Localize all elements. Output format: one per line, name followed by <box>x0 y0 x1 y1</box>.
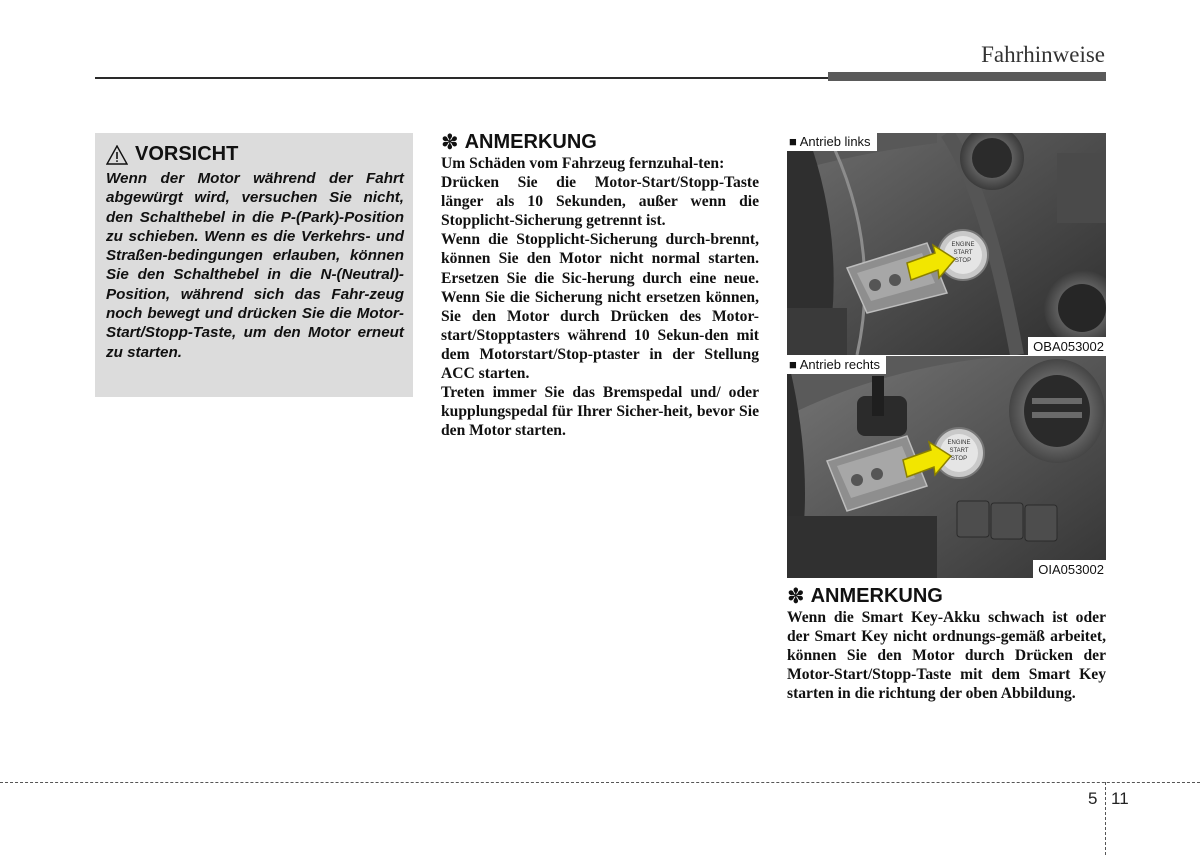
engine-button-text: STOP <box>950 456 968 462</box>
note-middle-header <box>441 130 759 154</box>
page-number: 11 <box>1111 789 1129 808</box>
figure-code: OBA053002 <box>1028 337 1106 355</box>
note-paragraph: Wenn die Stopplicht-Sicherung durch-brennt, können Sie den Motor nicht normal starten. Ersetzen Sie die Sic-herung durch eine neue. Wenn Sie die Sicherung nicht ersetzen können, Sie den Motor durch Drücken des Motor-start/Stopptasters während 10 Sekun-den mit dem Motorstart/Stop-ptaster in der Stellung ACC starten. <box>441 231 759 383</box>
caution-box <box>95 133 413 397</box>
figure-label: ■ Antrieb rechts <box>787 356 886 374</box>
note-paragraph: Um Schäden vom Fahrzeug fernzuhal-ten: <box>441 155 725 172</box>
note-paragraph: Treten immer Sie das Bremspedal und/ oder kupplungspedal für Ihrer Sicher-heit, bevor Sie den Motor starten. <box>441 384 759 440</box>
footer-rule <box>0 782 1200 783</box>
note-right-header <box>787 584 1106 608</box>
engine-button-text: ENGINE <box>947 440 971 446</box>
figure-left-drive <box>787 133 1106 355</box>
figure-code: OIA053002 <box>1033 560 1106 578</box>
caution-header <box>106 143 404 166</box>
note-middle <box>441 130 759 440</box>
figure-label: ■ Antrieb links <box>787 133 877 151</box>
engine-button-text: START <box>953 250 973 256</box>
warning-triangle-icon <box>106 145 128 165</box>
figure-right-drive <box>787 356 1106 578</box>
caution-text: Wenn der Motor während der Fahrt abgewürgt wird, versuchen Sie nicht, den Schalthebel in die P-(Park)-Position zu schieben. Wenn es die Verkehrs- und Straßen-bedingungen erlauben, können Sie den Schalthebel in die N-(Neutral)-Position, während sich das Fahr-zeug noch bewegt und drücken Sie die Motor-Start/Stopp-Taste, um den Motor erneut zu starten. <box>106 170 404 361</box>
engine-button-text: ENGINE <box>951 242 975 248</box>
header-bar <box>828 72 1106 81</box>
note-paragraph: Drücken Sie die Motor-Start/Stopp-Taste länger als 10 Sekunden, außer wenn die Stopplicht-Sicherung getrennt ist. <box>441 174 759 230</box>
note-middle-title: ANMERKUNG <box>464 130 597 153</box>
dashboard-illustration <box>787 133 1106 355</box>
note-right-title: ANMERKUNG <box>810 584 943 607</box>
asterisk-icon: ✽ <box>441 130 459 154</box>
header-rule <box>95 77 828 79</box>
engine-button-text: START <box>949 448 969 454</box>
footer-divider <box>1105 782 1106 855</box>
note-middle-body <box>441 154 759 440</box>
chapter-number: 5 <box>1088 789 1098 808</box>
asterisk-icon: ✽ <box>787 584 805 608</box>
note-right <box>787 584 1106 703</box>
note-right-text: Wenn die Smart Key-Akku schwach ist oder der Smart Key nicht ordnungs-gemäß arbeitet, können Sie den Motor durch Drücken der Motor-Start/Stopp-Taste mit dem Smart Key starten in die richtung der oben Abbildung. <box>787 609 1106 703</box>
dashboard-illustration <box>787 356 1106 578</box>
caution-title: VORSICHT <box>135 143 239 165</box>
section-title: Fahrhinweise <box>981 42 1105 67</box>
engine-button-text: STOP <box>954 258 972 264</box>
